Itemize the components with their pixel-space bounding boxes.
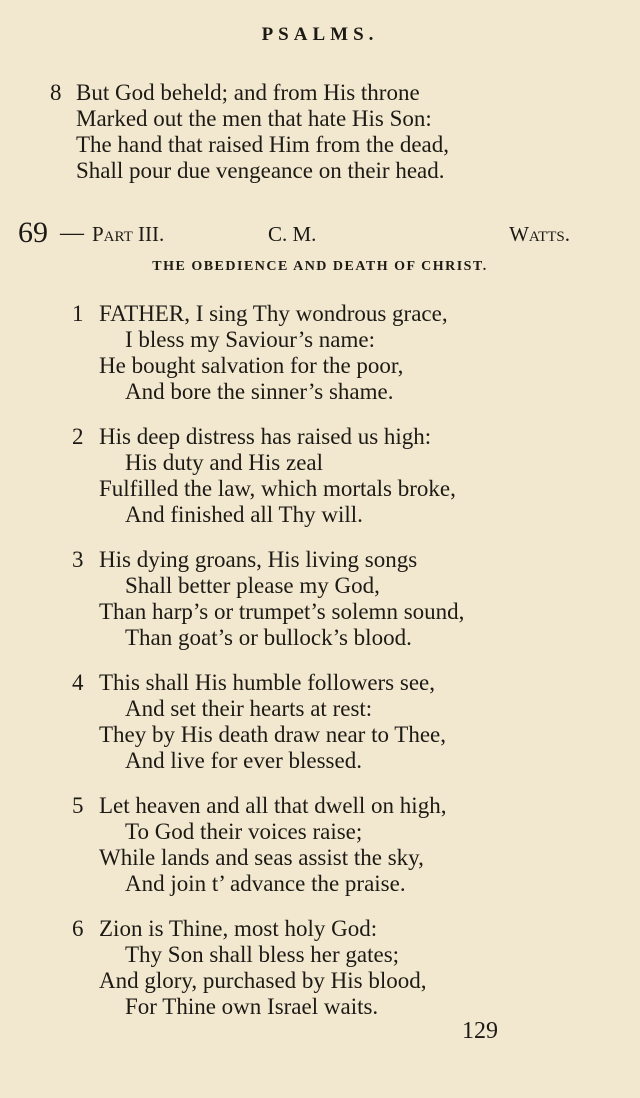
- hymn-subtitle: THE OBEDIENCE AND DEATH OF CHRIST.: [152, 259, 488, 274]
- stanza-number: 6: [72, 916, 84, 941]
- stanza-line: His duty and His zeal: [125, 450, 324, 475]
- hymn-number: 69: [18, 216, 48, 249]
- stanza-line: And glory, purchased by His blood,: [99, 968, 427, 993]
- stanza-number: 3: [72, 547, 84, 572]
- stanza-line: To God their voices raise;: [125, 819, 363, 844]
- hymn-author: Watts.: [509, 222, 570, 246]
- stanza-line: This shall His humble followers see,: [99, 670, 436, 695]
- hymn-part: Part III.: [92, 222, 165, 246]
- stanza-line: And set their hearts at rest:: [125, 696, 373, 721]
- stanza-line: Marked out the men that hate His Son:: [76, 106, 432, 131]
- hymn-heading: [18, 216, 570, 252]
- stanza-line: Shall better please my God,: [125, 573, 380, 598]
- stanza-line: While lands and seas assist the sky,: [99, 845, 424, 870]
- stanza-line: Let heaven and all that dwell on high,: [99, 793, 447, 818]
- stanza-line: Zion is Thine, most holy God:: [99, 916, 378, 941]
- stanza-line: Thy Son shall bless her gates;: [125, 942, 400, 967]
- running-head: PSALMS.: [261, 24, 379, 45]
- stanza-number: 8: [50, 80, 62, 105]
- stanza-number: 4: [72, 670, 84, 695]
- stanza-line: And join t’ advance the praise.: [125, 871, 406, 896]
- stanza-number: 2: [72, 424, 84, 449]
- stanza-line: The hand that raised Him from the dead,: [76, 132, 449, 157]
- stanza-number: 5: [72, 793, 84, 818]
- stanza-line: FATHER, I sing Thy wondrous grace,: [99, 301, 448, 326]
- page-number: 129: [462, 1018, 498, 1044]
- stanza-line: Shall pour due vengeance on their head.: [76, 158, 445, 183]
- stanza-line: And finished all Thy will.: [125, 502, 363, 527]
- hymn-dash: —: [60, 220, 84, 246]
- stanza-line: For Thine own Israel waits.: [125, 994, 379, 1019]
- hymn-meter: C. M.: [268, 222, 317, 246]
- stanza-line: Than goat’s or bullock’s blood.: [125, 625, 412, 650]
- stanza-line: But God beheld; and from His throne: [76, 80, 420, 105]
- stanza-line: They by His death draw near to Thee,: [99, 722, 447, 747]
- stanza-line: And live for ever blessed.: [125, 748, 362, 773]
- stanza-line: I bless my Saviour’s name:: [125, 327, 375, 352]
- stanza-line: Than harp’s or trumpet’s solemn sound,: [99, 599, 465, 624]
- stanza-number: 1: [72, 301, 84, 326]
- stanza-line: He bought salvation for the poor,: [99, 353, 404, 378]
- stanza-line: And bore the sinner’s shame.: [125, 379, 394, 404]
- stanza-line: Fulfilled the law, which mortals broke,: [99, 476, 456, 501]
- stanza-line: His dying groans, His living songs: [99, 547, 418, 572]
- stanza-line: His deep distress has raised us high:: [99, 424, 432, 449]
